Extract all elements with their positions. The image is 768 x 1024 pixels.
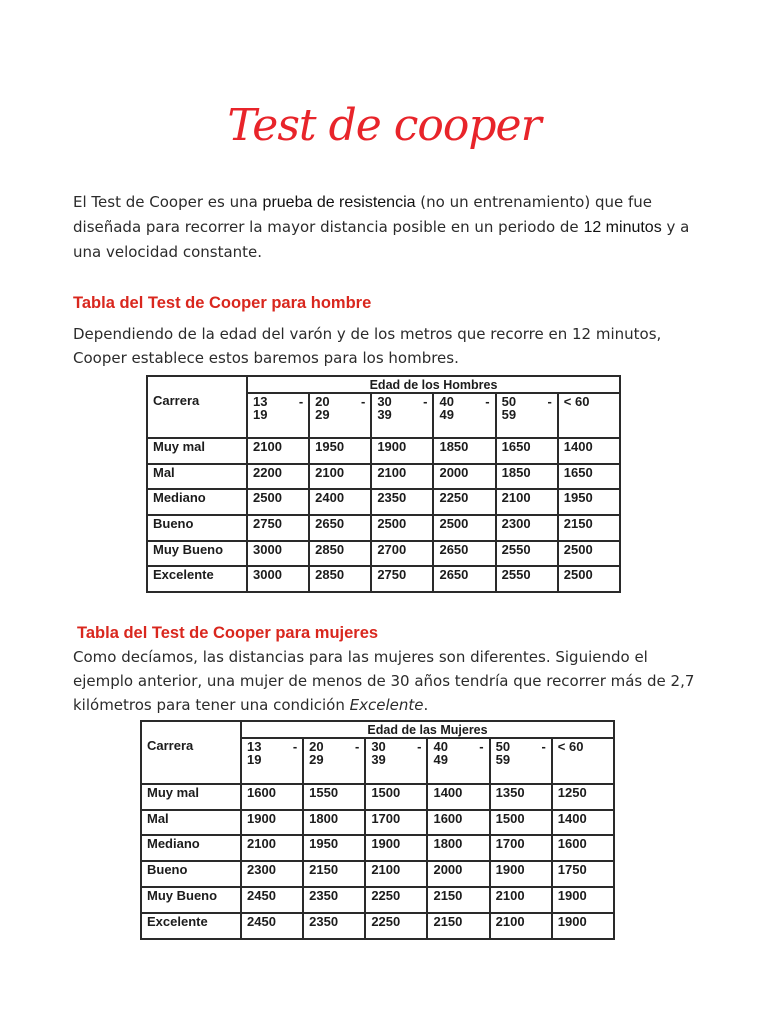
women-value-cell: 1950 <box>303 835 365 861</box>
men-table-container <box>146 375 621 593</box>
men-value-cell: 2650 <box>433 541 495 567</box>
women-age-to: 39 <box>371 752 386 767</box>
men-value-cell: 2650 <box>433 566 495 592</box>
women-age-dash: - <box>479 739 484 754</box>
women-row-label: Bueno <box>141 861 241 887</box>
men-age-dash: - <box>423 394 428 409</box>
men-age-dash: - <box>360 394 366 409</box>
men-table-heading: Tabla del Test de Cooper para hombre <box>73 294 372 312</box>
women-age-header-cell <box>552 738 614 784</box>
men-value-cell: 2400 <box>309 489 371 515</box>
women-paragraph <box>73 645 698 717</box>
men-age-header-cell <box>558 393 620 438</box>
men-row-label: Bueno <box>147 515 247 541</box>
men-value-cell: 2100 <box>309 464 371 490</box>
women-table-row <box>141 861 614 887</box>
intro-text-1: El Test de Cooper es una <box>73 193 263 211</box>
intro-highlight-resistance: prueba de resistencia <box>262 194 416 211</box>
men-corner-cell <box>147 376 247 393</box>
women-value-cell: 2300 <box>241 861 303 887</box>
men-value-cell: 2100 <box>371 464 433 490</box>
women-table-row <box>141 887 614 913</box>
women-age-header-cell <box>427 738 489 784</box>
men-value-cell: 1850 <box>496 464 558 490</box>
women-cooper-table <box>140 720 615 940</box>
men-value-cell: 1650 <box>558 464 620 490</box>
men-row-label: Mal <box>147 464 247 490</box>
men-value-cell: 2500 <box>433 515 495 541</box>
men-age-from: 20 <box>315 394 330 409</box>
women-value-cell: 1750 <box>552 861 614 887</box>
women-age-from: 20 <box>309 739 324 754</box>
women-row-label: Mal <box>141 810 241 836</box>
women-value-cell: 1900 <box>365 835 427 861</box>
men-age-dash: - <box>298 394 304 409</box>
men-value-cell: 2500 <box>247 489 309 515</box>
women-value-cell: 1600 <box>427 810 489 836</box>
women-row-label: Mediano <box>141 835 241 861</box>
men-age-dash: - <box>485 394 490 409</box>
women-paragraph-text-1: Como decíamos, las distancias para las mujeres son diferentes. Siguiendo el ejemplo anterior, una mujer de menos de 30 años tendría que recorrer más de 2,7 kilómetros para tener una condición <box>73 648 695 714</box>
men-value-cell: 2500 <box>558 566 620 592</box>
men-table-body <box>147 376 620 592</box>
women-value-cell: 2350 <box>303 913 365 939</box>
men-table-row <box>147 541 620 567</box>
men-value-cell: 2100 <box>247 438 309 464</box>
women-table-body <box>141 721 614 939</box>
intro-paragraph <box>73 190 698 264</box>
men-value-cell: 1850 <box>433 438 495 464</box>
men-value-cell: 1400 <box>558 438 620 464</box>
men-age-header-row <box>147 393 620 438</box>
men-age-to: 19 <box>253 407 268 422</box>
women-value-cell: 1600 <box>552 835 614 861</box>
men-value-cell: 2850 <box>309 541 371 567</box>
men-age-to: 39 <box>377 407 392 422</box>
women-age-from: 13 <box>247 739 262 754</box>
women-table-heading: Tabla del Test de Cooper para mujeres <box>77 624 379 642</box>
men-value-cell: 2500 <box>371 515 433 541</box>
men-value-cell: 2750 <box>247 515 309 541</box>
intro-text-2: (no un entrenamiento) que fue diseñada para recorrer la mayor distancia posible en un periodo de <box>73 193 653 236</box>
men-age-from: 13 <box>253 394 268 409</box>
men-value-cell: 2850 <box>309 566 371 592</box>
women-value-cell: 1900 <box>552 887 614 913</box>
men-value-cell: 3000 <box>247 566 309 592</box>
men-value-cell: 2550 <box>496 541 558 567</box>
women-group-header-row <box>141 721 614 738</box>
men-row-label: Excelente <box>147 566 247 592</box>
men-value-cell: 2000 <box>433 464 495 490</box>
women-age-from: 40 <box>433 739 448 754</box>
men-value-cell: 2100 <box>496 489 558 515</box>
men-age-from: 30 <box>377 394 392 409</box>
men-table-row <box>147 438 620 464</box>
men-value-cell: 2750 <box>371 566 433 592</box>
men-value-cell: 2300 <box>496 515 558 541</box>
women-value-cell: 1900 <box>490 861 552 887</box>
men-value-cell: 2700 <box>371 541 433 567</box>
men-value-cell: 2350 <box>371 489 433 515</box>
women-value-cell: 1700 <box>490 835 552 861</box>
women-age-dash: - <box>417 739 422 754</box>
women-age-header-cell <box>365 738 427 784</box>
women-paragraph-text-2: . <box>423 696 429 714</box>
intro-highlight-minutes: 12 minutos <box>583 219 662 236</box>
men-value-cell: 1650 <box>496 438 558 464</box>
women-value-cell: 1500 <box>490 810 552 836</box>
women-row-label: Muy Bueno <box>141 887 241 913</box>
men-age-range <box>564 395 614 408</box>
men-age-to: 59 <box>501 407 517 422</box>
women-value-cell: 1900 <box>241 810 303 836</box>
women-table-row <box>141 810 614 836</box>
men-value-cell: 1950 <box>309 438 371 464</box>
women-value-cell: 1250 <box>552 784 614 810</box>
men-value-cell: 2500 <box>558 541 620 567</box>
men-age-header-cell <box>371 393 433 438</box>
men-group-header: Edad de los Hombres <box>247 376 620 393</box>
women-value-cell: 2450 <box>241 913 303 939</box>
women-value-cell: 2100 <box>241 835 303 861</box>
men-age-from: 40 <box>439 394 454 409</box>
women-value-cell: 2100 <box>490 887 552 913</box>
men-table-row <box>147 566 620 592</box>
women-group-header: Edad de las Mujeres <box>241 721 614 738</box>
men-age-from: 50 <box>501 394 517 409</box>
men-row-label: Mediano <box>147 489 247 515</box>
women-value-cell: 2250 <box>365 913 427 939</box>
men-cooper-table <box>146 375 621 593</box>
men-value-cell: 2200 <box>247 464 309 490</box>
women-value-cell: 1400 <box>552 810 614 836</box>
women-age-header-cell <box>490 738 552 784</box>
women-age-to: 19 <box>247 752 262 767</box>
men-group-header-row <box>147 376 620 393</box>
women-age-dash: - <box>354 739 360 754</box>
women-age-to: 59 <box>495 752 511 767</box>
men-value-cell: 2550 <box>496 566 558 592</box>
women-paragraph-italic: Excelente <box>349 696 424 714</box>
women-age-to: 29 <box>309 752 324 767</box>
women-table-container <box>140 720 615 940</box>
men-value-cell: 2250 <box>433 489 495 515</box>
men-value-cell: 3000 <box>247 541 309 567</box>
men-value-cell: 1950 <box>558 489 620 515</box>
women-age-dash: - <box>541 739 546 754</box>
men-age-to: 49 <box>439 407 454 422</box>
women-age-header-cell <box>303 738 365 784</box>
women-corner-cell <box>141 721 241 738</box>
women-value-cell: 1800 <box>427 835 489 861</box>
men-paragraph: Dependiendo de la edad del varón y de los metros que recorre en 12 minutos, Cooper establece estos baremos para los hombres. <box>73 325 662 367</box>
women-value-cell: 2450 <box>241 887 303 913</box>
men-table-row <box>147 489 620 515</box>
women-value-cell: 1800 <box>303 810 365 836</box>
women-table-row <box>141 835 614 861</box>
women-value-cell: 1600 <box>241 784 303 810</box>
men-table-row <box>147 464 620 490</box>
men-value-cell: 2150 <box>558 515 620 541</box>
women-age-dash: - <box>292 739 298 754</box>
men-age-to: 29 <box>315 407 330 422</box>
women-value-cell: 1700 <box>365 810 427 836</box>
women-age-from: 30 <box>371 739 386 754</box>
women-value-cell: 2150 <box>427 913 489 939</box>
women-carrera-header: Carrera <box>141 738 241 784</box>
men-table-row <box>147 515 620 541</box>
men-age-header-cell <box>247 393 309 438</box>
men-value-cell: 1900 <box>371 438 433 464</box>
page-title: Test de cooper <box>227 100 541 151</box>
women-value-cell: 2150 <box>303 861 365 887</box>
men-row-label: Muy mal <box>147 438 247 464</box>
women-age-to: 49 <box>433 752 448 767</box>
intro-text-3: y a una velocidad constante. <box>73 218 690 261</box>
men-row-label: Muy Bueno <box>147 541 247 567</box>
women-value-cell: 2250 <box>365 887 427 913</box>
women-value-cell: 2100 <box>365 861 427 887</box>
men-carrera-header: Carrera <box>147 393 247 438</box>
men-age-dash: - <box>547 394 552 409</box>
women-value-cell: 2000 <box>427 861 489 887</box>
women-row-label: Excelente <box>141 913 241 939</box>
women-table-row <box>141 784 614 810</box>
women-table-row <box>141 913 614 939</box>
women-age-header-cell <box>241 738 303 784</box>
women-value-cell: 1550 <box>303 784 365 810</box>
women-age-header-row <box>141 738 614 784</box>
women-value-cell: 2100 <box>490 913 552 939</box>
men-age-header-cell <box>496 393 558 438</box>
women-value-cell: 1500 <box>365 784 427 810</box>
men-age-from: < 60 <box>563 394 590 409</box>
men-age-header-cell <box>433 393 495 438</box>
women-value-cell: 2350 <box>303 887 365 913</box>
women-age-from: 50 <box>495 739 511 754</box>
women-value-cell: 1350 <box>490 784 552 810</box>
men-age-header-cell <box>309 393 371 438</box>
women-value-cell: 1400 <box>427 784 489 810</box>
women-age-range <box>558 740 608 753</box>
women-value-cell: 1900 <box>552 913 614 939</box>
women-value-cell: 2150 <box>427 887 489 913</box>
women-row-label: Muy mal <box>141 784 241 810</box>
women-age-from: < 60 <box>557 739 584 754</box>
men-value-cell: 2650 <box>309 515 371 541</box>
